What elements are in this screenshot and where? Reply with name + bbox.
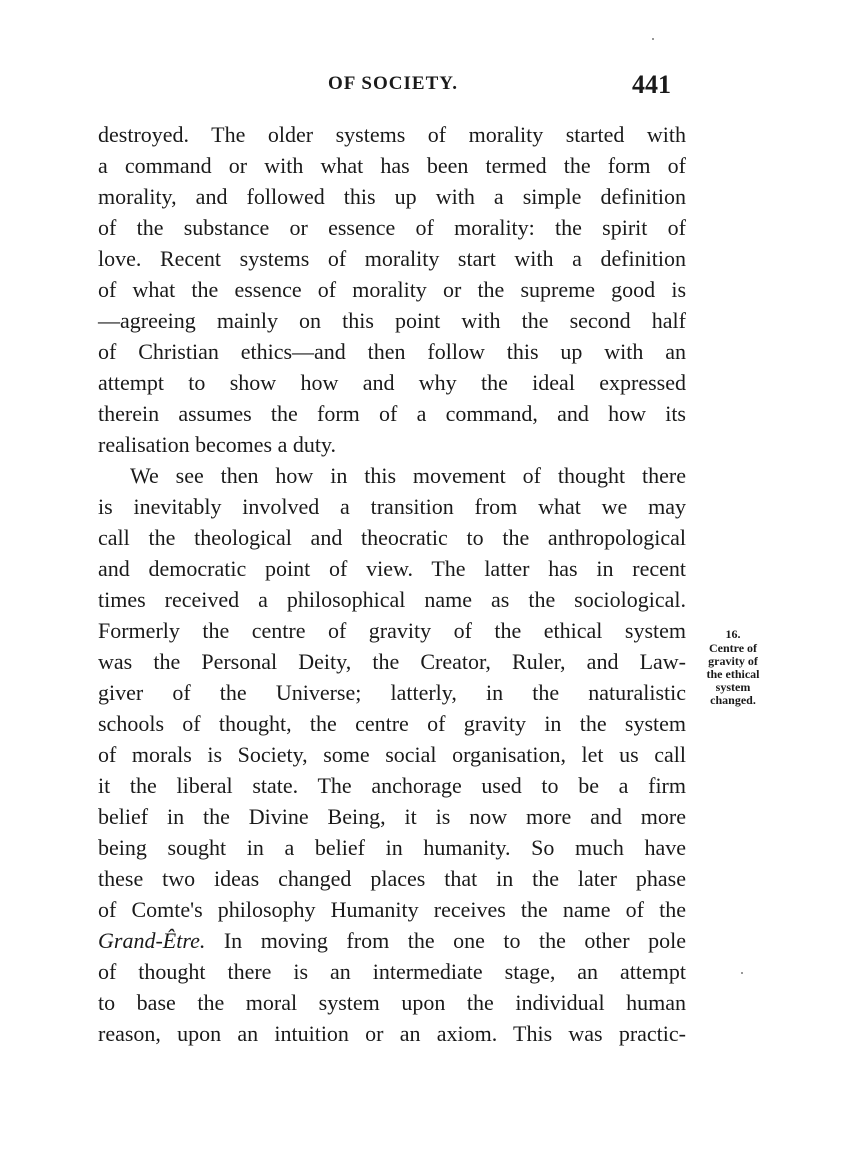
text-line: Formerly the centre of gravity of the ethical system xyxy=(98,618,686,643)
marginal-note-line: gravity of xyxy=(708,654,758,668)
text-line: of the substance or essence of morality: the spirit of xyxy=(98,215,686,240)
text-line: reason, upon an intuition or an axiom. This was practic- xyxy=(98,1021,686,1046)
text-line: of Christian ethics—and then follow this up with an xyxy=(98,339,686,364)
text-line: schools of thought, the centre of gravity in the system xyxy=(98,711,686,736)
text-line: is inevitably involved a transition from what we may xyxy=(98,494,686,519)
text-line: of Comte's philosophy Humanity receives the name of the xyxy=(98,897,686,922)
text-line: love. Recent systems of morality start with a definition xyxy=(98,246,686,271)
text-line: times received a philosophical name as the sociological. xyxy=(98,587,686,612)
text-line: realisation becomes a duty. xyxy=(98,432,337,457)
text-line: We see then how in this movement of thought there xyxy=(130,463,686,488)
text-line: destroyed. The older systems of morality started with xyxy=(98,122,686,147)
text-line: giver of the Universe; latterly, in the naturalistic xyxy=(98,680,686,705)
print-speck xyxy=(741,972,743,974)
text-line: —agreeing mainly on this point with the second half xyxy=(98,308,686,333)
text-line-with-italic xyxy=(98,925,686,956)
marginal-note-number: 16. xyxy=(725,627,741,641)
text-line: of thought there is an intermediate stage, an attempt xyxy=(98,959,686,984)
italic-phrase: Grand-Être. xyxy=(98,928,206,953)
text-line: attempt to show how and why the ideal expressed xyxy=(98,370,686,395)
text-line: a command or with what has been termed the form of xyxy=(98,153,686,178)
marginal-note-line: changed. xyxy=(710,693,756,707)
text-line: being sought in a belief in humanity. So much have xyxy=(98,835,686,860)
text-line: belief in the Divine Being, it is now more and more xyxy=(98,804,686,829)
text-line: therein assumes the form of a command, and how its xyxy=(98,401,686,426)
text-line: morality, and followed this up with a simple definition xyxy=(98,184,686,209)
marginal-note-line: system xyxy=(715,680,751,694)
running-title: OF SOCIETY. xyxy=(328,73,458,94)
page-number: 441 xyxy=(632,70,671,99)
line-remainder: In moving from the one to the other pole xyxy=(205,928,686,953)
text-line: of morals is Society, some social organisation, let us call xyxy=(98,742,686,767)
text-line: it the liberal state. The anchorage used to be a firm xyxy=(98,773,686,798)
text-line: of what the essence of morality or the supreme good is xyxy=(98,277,686,302)
text-line: these two ideas changed places that in the later phase xyxy=(98,866,686,891)
text-line: was the Personal Deity, the Creator, Ruler, and Law- xyxy=(98,649,686,674)
marginal-note xyxy=(688,628,778,707)
print-speck xyxy=(652,38,654,40)
text-line: call the theological and theocratic to the anthropological xyxy=(98,525,686,550)
text-line: to base the moral system upon the individual human xyxy=(98,990,686,1015)
text-line: and democratic point of view. The latter has in recent xyxy=(98,556,686,581)
marginal-note-line: the ethical xyxy=(706,667,760,681)
marginal-note-line: Centre of xyxy=(708,641,758,655)
